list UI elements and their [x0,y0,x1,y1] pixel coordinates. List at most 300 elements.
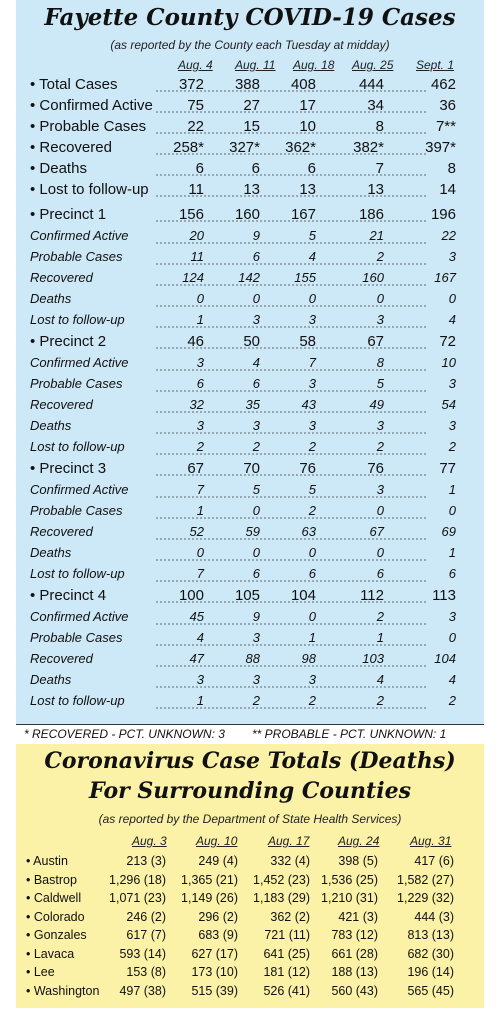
row-value: 0 [252,291,260,306]
row-value: 67 [369,524,384,539]
row-value: 408 [290,76,316,93]
row-value: 4 [376,672,384,687]
summary-row [16,76,484,96]
dot-leader [156,174,426,176]
row-value: 4 [448,672,456,687]
detail-row [16,418,484,438]
surr-date-5: Aug. 31 [410,834,452,848]
row-value: 50 [243,333,260,350]
row-value: 2 [252,693,260,708]
row-value: 20 [189,228,204,243]
county-value: 1,183 (29) [253,891,310,905]
row-value: 0 [252,503,260,518]
row-value: 2 [448,439,456,454]
row-value: 7 [196,482,204,497]
row-value: 2 [376,693,384,708]
summary-row [16,160,484,180]
detail-row [16,482,484,502]
row-value: 22 [187,118,204,135]
row-label: • Deaths [30,160,87,177]
row-label: • Total Cases [30,76,118,93]
county-value: 515 (39) [191,983,238,998]
row-value: 462 [430,76,456,93]
county-row [16,910,484,928]
row-label: Deaths [30,418,72,433]
county-value: 641 (25) [263,946,310,961]
summary-row [16,587,484,607]
fayette-panel [16,0,484,725]
divider [16,724,484,725]
row-value: 160 [234,206,260,223]
dot-leader [156,411,426,413]
county-value: 444 (3) [414,909,454,924]
row-value: 4 [252,355,260,370]
row-value: 10 [299,118,316,135]
county-row [16,947,484,965]
row-value: 2 [308,693,316,708]
row-value: 3 [196,672,204,687]
row-value: 6 [308,566,316,581]
row-label: Recovered [30,524,93,539]
row-label: Recovered [30,651,93,666]
dot-leader [156,132,426,134]
row-value: 0 [308,291,316,306]
row-value: 7 [375,160,384,177]
row-label: Confirmed Active [30,609,129,624]
detail-row [16,397,484,417]
row-value: 6 [307,160,316,177]
county-value: 526 (41) [263,983,310,998]
county-value: 181 (12) [263,965,310,979]
detail-row [16,270,484,290]
county-value: 721 (11) [264,928,310,942]
row-value: 3 [252,630,260,645]
dot-leader [156,90,426,92]
row-value: 0 [196,291,204,306]
row-label: Lost to follow-up [30,693,125,708]
county-value: 188 (13) [331,965,378,979]
county-row [16,984,484,1002]
surr-date-4: Aug. 24 [338,834,380,848]
row-value: 2 [252,439,260,454]
county-row [16,965,484,983]
row-value: 13 [367,181,384,198]
dot-leader [156,665,426,667]
row-value: 13 [299,181,316,198]
surr-date-2: Aug. 10 [196,834,238,848]
county-value: 1,210 (31) [321,891,378,905]
row-value: 45 [189,609,204,624]
dot-leader [156,432,426,434]
detail-row [16,524,484,544]
summary-row [16,118,484,138]
row-value: 7 [308,355,316,370]
dot-leader [156,153,426,155]
row-value: 1 [196,312,204,327]
dot-leader [156,111,426,113]
row-value: 47 [189,651,204,666]
summary-row [16,181,484,201]
county-row [16,873,484,891]
row-value: 8 [376,355,384,370]
row-value: 167 [434,270,456,285]
row-value: 0 [376,291,384,306]
row-value: 3 [252,312,260,327]
row-value: 1 [196,693,204,708]
row-value: 6 [195,160,204,177]
detail-row [16,503,484,523]
summary-row [16,97,484,117]
detail-row [16,651,484,671]
row-value: 1 [308,630,316,645]
summary-row [16,139,484,159]
row-value: 6 [252,566,260,581]
row-label: • Lost to follow-up [30,181,149,198]
row-value: 6 [448,566,456,581]
row-value: 75 [187,97,204,114]
county-value: 661 (28) [331,946,378,961]
county-value: 332 (4) [270,854,310,868]
row-value: 11 [190,249,204,264]
row-value: 0 [308,609,316,624]
county-value: 1,149 (26) [181,891,238,905]
summary-row [16,333,484,353]
county-value: 783 (12) [331,928,378,942]
row-value: 13 [243,181,260,198]
county-value: 213 (3) [126,854,166,868]
dot-leader [156,242,426,244]
row-value: 3 [196,355,204,370]
footnote-recovered: * RECOVERED - PCT. UNKNOWN: 3 [24,727,225,741]
row-value: 4 [308,249,316,264]
county-value: 249 (4) [198,854,238,868]
row-value: 7** [435,118,456,135]
county-label: • Gonzales [26,928,87,942]
row-value: 43 [301,397,316,412]
row-value: 362* [285,139,316,156]
row-value: 3 [252,672,260,687]
dot-leader [156,390,426,392]
county-label: • Lavaca [26,946,75,961]
detail-row [16,545,484,565]
dot-leader [156,707,426,709]
county-label: • Bastrop [26,872,77,887]
row-value: 88 [245,651,260,666]
row-value: 105 [234,587,260,604]
row-value: 21 [369,228,384,243]
county-value: 617 (7) [126,928,166,942]
row-value: 327* [229,139,260,156]
row-value: 0 [448,503,456,518]
summary-row [16,206,484,226]
row-value: 9 [252,228,260,243]
county-label: • Lee [26,965,55,979]
row-value: 15 [243,118,260,135]
dot-leader [156,305,426,307]
county-value: 1,452 (23) [253,872,310,887]
dot-leader [156,580,426,582]
row-value: 3 [376,312,384,327]
row-value: 1 [448,545,456,560]
row-value: 160 [362,270,384,285]
row-value: 142 [238,270,260,285]
row-value: 3 [308,672,316,687]
row-value: 3 [308,376,316,391]
detail-row [16,693,484,713]
row-value: 155 [294,270,316,285]
row-value: 104 [434,651,456,666]
dot-leader [156,195,426,197]
row-value: 8 [375,118,384,135]
row-value: 382* [353,139,384,156]
row-value: 186 [358,206,384,223]
row-value: 3 [376,418,384,433]
surr-date-3: Aug. 17 [268,834,310,848]
row-value: 77 [439,460,456,477]
row-value: 72 [439,333,456,350]
detail-row [16,439,484,459]
row-value: 3 [448,376,456,391]
row-value: 388 [234,76,260,93]
fayette-date-5: Sept. 1 [416,58,455,72]
row-value: 98 [301,651,316,666]
row-value: 2 [376,439,384,454]
row-value: 34 [367,97,384,114]
row-value: 6 [251,160,260,177]
dot-leader [156,686,426,688]
dot-leader [156,474,426,476]
row-label: • Recovered [30,139,112,156]
county-value: 1,536 (25) [321,872,378,887]
county-value: 196 (14) [407,965,454,979]
detail-row [16,630,484,650]
row-value: 3 [448,249,456,264]
row-value: 35 [245,397,260,412]
row-value: 2 [308,503,316,518]
county-value: 683 (9) [198,928,238,942]
dot-leader [156,347,426,349]
county-value: 153 (8) [126,965,166,979]
county-value: 421 (3) [338,909,378,924]
row-value: 67 [367,333,384,350]
county-label: • Austin [26,854,68,868]
row-value: 0 [196,545,204,560]
row-label: Probable Cases [30,630,123,645]
dot-leader [156,623,426,625]
row-value: 9 [252,609,260,624]
row-value: 5 [252,482,260,497]
row-label: Lost to follow-up [30,566,125,581]
county-value: 627 (17) [191,946,238,961]
county-value: 1,582 (27) [397,872,454,887]
row-value: 2 [376,249,384,264]
county-value: 417 (6) [414,854,454,868]
detail-row [16,609,484,629]
county-label: • Washington [26,983,100,998]
row-value: 2 [376,609,384,624]
row-value: 49 [369,397,384,412]
row-label: • Confirmed Active [30,97,153,114]
row-value: 196 [430,206,456,223]
row-label: Confirmed Active [30,228,129,243]
dot-leader [156,453,426,455]
fayette-date-1: Aug. 4 [178,58,213,72]
row-value: 22 [441,228,456,243]
row-label: Deaths [30,672,72,687]
row-value: 69 [441,524,456,539]
row-value: 5 [308,228,316,243]
detail-row [16,312,484,332]
row-value: 52 [189,524,204,539]
row-value: 113 [432,587,456,604]
dot-leader [156,220,426,222]
county-label: • Colorado [26,909,85,924]
county-value: 682 (30) [407,946,454,961]
detail-row [16,291,484,311]
row-value: 14 [439,181,456,198]
dot-leader [156,369,426,371]
county-value: 246 (2) [126,909,166,924]
detail-row [16,355,484,375]
row-value: 2 [196,439,204,454]
row-value: 444 [358,76,384,93]
row-value: 0 [376,503,384,518]
row-value: 10 [441,355,456,370]
row-value: 8 [447,160,456,177]
dot-leader [156,538,426,540]
dot-leader [156,644,426,646]
fayette-date-3: Aug. 18 [293,58,335,72]
county-value: 1,071 (23) [109,891,166,905]
row-label: Recovered [30,397,93,412]
dot-leader [156,601,426,603]
county-value: 497 (38) [119,983,166,998]
county-value: 560 (43) [331,983,378,998]
row-value: 27 [243,97,260,114]
row-value: 5 [308,482,316,497]
row-label: Probable Cases [30,249,123,264]
row-value: 124 [182,270,204,285]
row-value: 3 [448,609,456,624]
county-label: • Caldwell [26,891,82,905]
row-value: 54 [441,397,456,412]
row-value: 0 [448,291,456,306]
row-value: 67 [187,460,204,477]
row-value: 59 [245,524,260,539]
row-value: 5 [376,376,384,391]
county-value: 1,365 (21) [181,872,238,887]
row-value: 167 [290,206,316,223]
footnote-probable: ** PROBABLE - PCT. UNKNOWN: 1 [252,727,447,741]
row-value: 104 [290,587,316,604]
surrounding-title-1: Coronavirus Case Totals (Deaths) [44,748,456,774]
row-value: 6 [252,249,260,264]
row-value: 1 [448,482,456,497]
row-value: 1 [376,630,384,645]
county-value: 813 (13) [407,928,454,942]
row-value: 0 [448,630,456,645]
row-value: 4 [448,312,456,327]
dot-leader [156,284,426,286]
surrounding-title-2: For Surrounding Counties [89,778,411,804]
row-label: Confirmed Active [30,355,129,370]
row-value: 46 [187,333,204,350]
detail-row [16,249,484,269]
row-value: 3 [196,418,204,433]
row-value: 0 [376,545,384,560]
row-value: 0 [308,545,316,560]
row-label: Probable Cases [30,376,123,391]
row-value: 58 [299,333,316,350]
dot-leader [156,517,426,519]
county-value: 398 (5) [338,854,378,868]
row-value: 3 [308,418,316,433]
row-value: 3 [308,312,316,327]
row-label: • Precinct 3 [30,460,107,477]
row-value: 76 [367,460,384,477]
row-value: 36 [439,97,456,114]
detail-row [16,376,484,396]
fayette-date-4: Aug. 25 [352,58,394,72]
row-value: 100 [178,587,204,604]
county-value: 593 (14) [119,946,166,961]
row-label: Probable Cases [30,503,123,518]
row-label: Deaths [30,291,72,306]
row-value: 32 [189,397,204,412]
row-value: 17 [299,97,316,114]
county-value: 565 (45) [407,983,454,998]
detail-row [16,566,484,586]
row-value: 103 [362,651,384,666]
row-value: 6 [196,376,204,391]
row-value: 0 [252,545,260,560]
detail-row [16,228,484,248]
fayette-title: Fayette County COVID-19 Cases [44,4,456,31]
county-row [16,854,484,872]
row-label: • Precinct 1 [30,206,107,223]
county-value: 1,296 (18) [109,872,166,887]
surr-date-1: Aug. 3 [132,834,167,848]
row-value: 156 [178,206,204,223]
row-value: 258* [173,139,204,156]
row-value: 1 [196,503,204,518]
row-label: • Probable Cases [30,118,147,135]
row-value: 3 [252,418,260,433]
dot-leader [156,326,426,328]
row-value: 372 [178,76,204,93]
row-label: • Precinct 4 [30,587,107,604]
row-value: 112 [360,587,384,604]
detail-row [16,672,484,692]
row-value: 3 [448,418,456,433]
county-value: 362 (2) [270,909,310,924]
row-value: 6 [252,376,260,391]
county-value: 1,229 (32) [397,891,454,905]
row-value: 2 [308,439,316,454]
dot-leader [156,559,426,561]
row-label: Lost to follow-up [30,439,125,454]
county-row [16,928,484,946]
summary-row [16,460,484,480]
row-value: 11 [188,181,204,198]
fayette-date-2: Aug. 11 [235,58,276,72]
county-value: 173 (10) [191,965,238,979]
surrounding-subtitle: (as reported by the Department of State Health Services) [98,812,402,826]
row-label: Lost to follow-up [30,312,125,327]
row-value: 76 [299,460,316,477]
row-value: 4 [196,630,204,645]
row-label: Deaths [30,545,72,560]
